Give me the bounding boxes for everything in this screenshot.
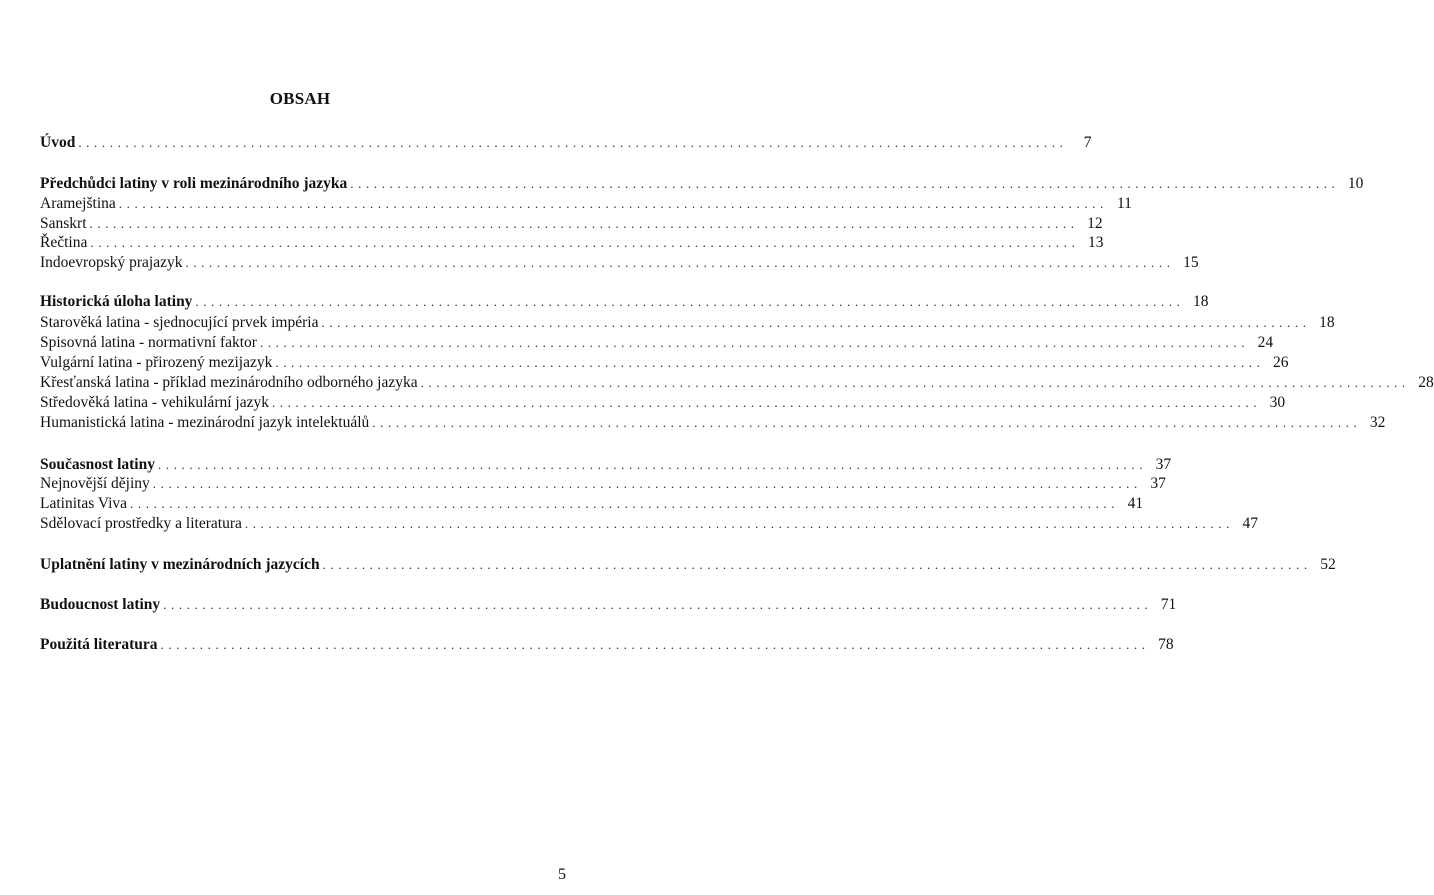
toc-entry-label: Úvod bbox=[40, 134, 76, 151]
toc-leader-dots: .............................................................................................................................. bbox=[372, 415, 1362, 430]
toc-entry bbox=[40, 313, 1335, 333]
toc-entry bbox=[40, 514, 1258, 534]
toc-entry-page: 15 bbox=[1183, 254, 1199, 271]
toc-entry-label: Středověká latina - vehikulární jazyk bbox=[40, 394, 269, 411]
toc-entry-page: 24 bbox=[1257, 334, 1274, 351]
toc-leader-dots: .............................................................................................................................. bbox=[195, 294, 1185, 309]
toc-leader-dots: .............................................................................................................................. bbox=[271, 395, 1262, 410]
toc-entry-page: 78 bbox=[1158, 636, 1174, 653]
toc-leader-dots: .............................................................................................................................. bbox=[152, 476, 1142, 491]
page-number: 5 bbox=[558, 866, 566, 883]
toc-entry-label: Předchůdci latiny v roli mezinárodního jazyka bbox=[40, 175, 348, 192]
toc-entry-page: 37 bbox=[1150, 475, 1166, 492]
toc-leader-dots: .............................................................................................................................. bbox=[163, 597, 1153, 612]
toc-leader-dots: .............................................................................................................................. bbox=[160, 637, 1150, 652]
toc-entry-page: 41 bbox=[1127, 495, 1144, 512]
toc-entry-page: 37 bbox=[1155, 456, 1172, 473]
toc-entry bbox=[40, 595, 1177, 615]
toc-leader-dots: .............................................................................................................................. bbox=[321, 315, 1311, 330]
toc-entry-label: Vulgární latina - přirozený mezijazyk bbox=[40, 354, 273, 371]
toc-leader-dots: .............................................................................................................................. bbox=[130, 496, 1120, 511]
toc-leader-dots: .............................................................................................................................. bbox=[158, 457, 1148, 472]
toc-leader-dots: .............................................................................................................................. bbox=[322, 557, 1312, 572]
toc-entry-page: 18 bbox=[1193, 293, 1209, 310]
toc-entry-page: 11 bbox=[1116, 195, 1132, 212]
toc-entry bbox=[40, 333, 1274, 353]
toc-entry bbox=[40, 292, 1209, 312]
toc-entry-page: 71 bbox=[1160, 596, 1177, 613]
toc-entry-label: Řečtina bbox=[40, 234, 88, 251]
toc-entry bbox=[40, 555, 1336, 575]
toc-entry-label: Latinitas Viva bbox=[40, 495, 128, 512]
toc-entry bbox=[40, 494, 1144, 514]
toc-leader-dots: .............................................................................................................................. bbox=[420, 375, 1410, 390]
toc-entry-label: Historická úloha latiny bbox=[40, 293, 193, 310]
toc-leader-dots: .............................................................................................................................. bbox=[78, 135, 1068, 150]
toc-entry bbox=[40, 635, 1174, 655]
toc-leader-dots: .............................................................................................................................. bbox=[118, 196, 1108, 211]
toc-entry-page: 7 bbox=[1083, 134, 1092, 151]
toc-entry bbox=[40, 353, 1289, 373]
page-title: OBSAH bbox=[269, 89, 331, 108]
toc-entry-label: Sdělovací prostředky a literatura bbox=[40, 515, 242, 532]
toc-entry-label: Použitá literatura bbox=[40, 636, 158, 653]
toc-entry-label: Současnost latiny bbox=[40, 456, 155, 473]
toc-leader-dots: .............................................................................................................................. bbox=[90, 235, 1080, 250]
toc-entry bbox=[40, 174, 1364, 194]
toc-entry-page: 52 bbox=[1320, 556, 1336, 573]
toc-entry-label: Křesťanská latina - příklad mezinárodního odborného jazyka bbox=[40, 374, 418, 391]
toc-entry bbox=[40, 233, 1104, 253]
toc-entry bbox=[40, 253, 1199, 273]
toc-entry-page: 10 bbox=[1347, 175, 1364, 192]
toc-entry bbox=[40, 455, 1172, 475]
toc-entry bbox=[40, 194, 1132, 214]
toc-entry-label: Nejnovější dějiny bbox=[40, 475, 150, 492]
toc-entry bbox=[40, 413, 1386, 433]
toc-entry-page: 30 bbox=[1269, 394, 1286, 411]
toc-entry-page: 13 bbox=[1087, 234, 1104, 251]
toc-entry-label: Starověká latina - sjednocující prvek impéria bbox=[40, 314, 319, 331]
toc-entry-label: Aramejština bbox=[40, 195, 116, 212]
toc-entry-page: 12 bbox=[1087, 215, 1103, 232]
toc-entry bbox=[40, 214, 1103, 234]
toc-entry-page: 26 bbox=[1272, 354, 1289, 371]
toc-leader-dots: .............................................................................................................................. bbox=[185, 255, 1175, 270]
toc-leader-dots: .............................................................................................................................. bbox=[350, 176, 1340, 191]
toc-entry-label: Indoevropský prajazyk bbox=[40, 254, 183, 271]
toc-entry-page: 18 bbox=[1319, 314, 1335, 331]
toc-entry bbox=[40, 474, 1166, 494]
toc-entry-label: Uplatnění latiny v mezinárodních jazycích bbox=[40, 556, 320, 573]
toc-entry-label: Spisovná latina - normativní faktor bbox=[40, 334, 257, 351]
toc-entry bbox=[40, 373, 1434, 393]
toc-entry-page: 32 bbox=[1369, 414, 1386, 431]
toc-leader-dots: .............................................................................................................................. bbox=[275, 355, 1265, 370]
toc-entry bbox=[40, 133, 1092, 153]
toc-leader-dots: .............................................................................................................................. bbox=[259, 335, 1250, 350]
toc-entry-page: 47 bbox=[1242, 515, 1258, 532]
toc-entry-label: Humanistická latina - mezinárodní jazyk intelektuálů bbox=[40, 414, 370, 431]
toc-entry-label: Sanskrt bbox=[40, 215, 87, 232]
toc-entry-label: Budoucnost latiny bbox=[40, 596, 161, 613]
toc-leader-dots: .............................................................................................................................. bbox=[244, 516, 1234, 531]
toc-entry bbox=[40, 393, 1286, 413]
toc-entry-page: 28 bbox=[1418, 374, 1434, 391]
toc-leader-dots: .............................................................................................................................. bbox=[89, 216, 1079, 231]
